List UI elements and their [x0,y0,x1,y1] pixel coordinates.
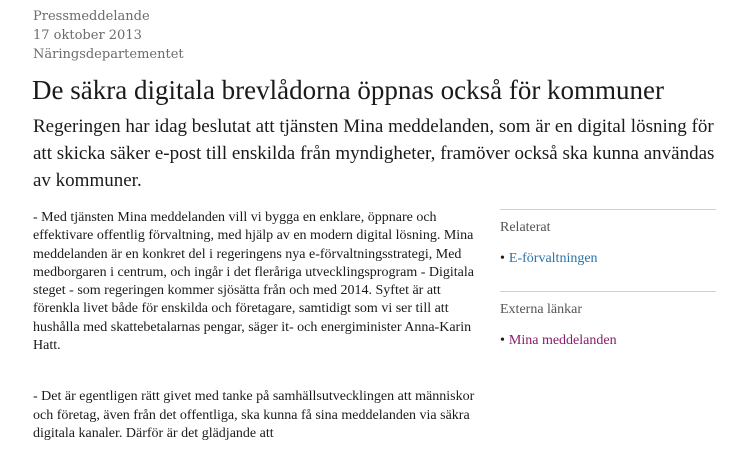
related-list [500,250,716,278]
external-item [500,332,716,360]
article-lead: Regeringen har idag beslutat att tjänsten Mina meddelanden, som är en digital lösning för att skicka säker e-post till enskilda från myndigheter, framöver också ska kunna användas av kommuner. [33,116,715,191]
link-mina-meddelanden[interactable]: Mina meddelanden [508,333,617,348]
meta-date: 17 oktober 2013 [33,28,142,43]
external-section [500,291,716,360]
article-title: De säkra digitala brevlådorna öppnas också för kommuner [32,75,665,105]
external-heading: Externa länkar [500,302,583,317]
article-body [33,209,481,476]
press-meta [33,7,184,64]
related-heading: Relaterat [500,220,551,235]
external-list [500,332,716,360]
related-item [500,250,716,278]
related-section [500,209,716,278]
article-paragraph: - Med tjänsten Mina meddelanden vill vi bygga en enklare, öppnare och effektivare offentlig förvaltning, med hjälp av en modern digital lösning. Mina meddelanden är en konkret del i regeringens nya e-förvaltningsstrategi, Med medborgaren i centrum, och ingår i det fleråriga utvecklingsprogram - Digitala steget - som regeringen kommer sjösätta från och med 2014. Syftet är att förenkla livet både för enskilda och företagare, samtidigt som vi ser till att hushålla med skattebetalarnas pengar, säger it- och energiminister Anna-Karin Hatt. [33,210,474,354]
bullet-icon: • [500,251,505,266]
link-e-forvaltningen[interactable]: E-förvaltningen [508,251,598,266]
meta-type: Pressmeddelande [33,9,150,24]
article-paragraph: - Det är egentligen rätt givet med tanke på samhällsutvecklingen att människor och företag, även från det offentliga, ska kunna få sina meddelanden via säkra digitala kanaler. Därför är det glädjande att [33,389,475,441]
bullet-icon: • [500,333,505,348]
sidebar [500,209,716,360]
meta-department: Näringsdepartementet [33,47,184,62]
